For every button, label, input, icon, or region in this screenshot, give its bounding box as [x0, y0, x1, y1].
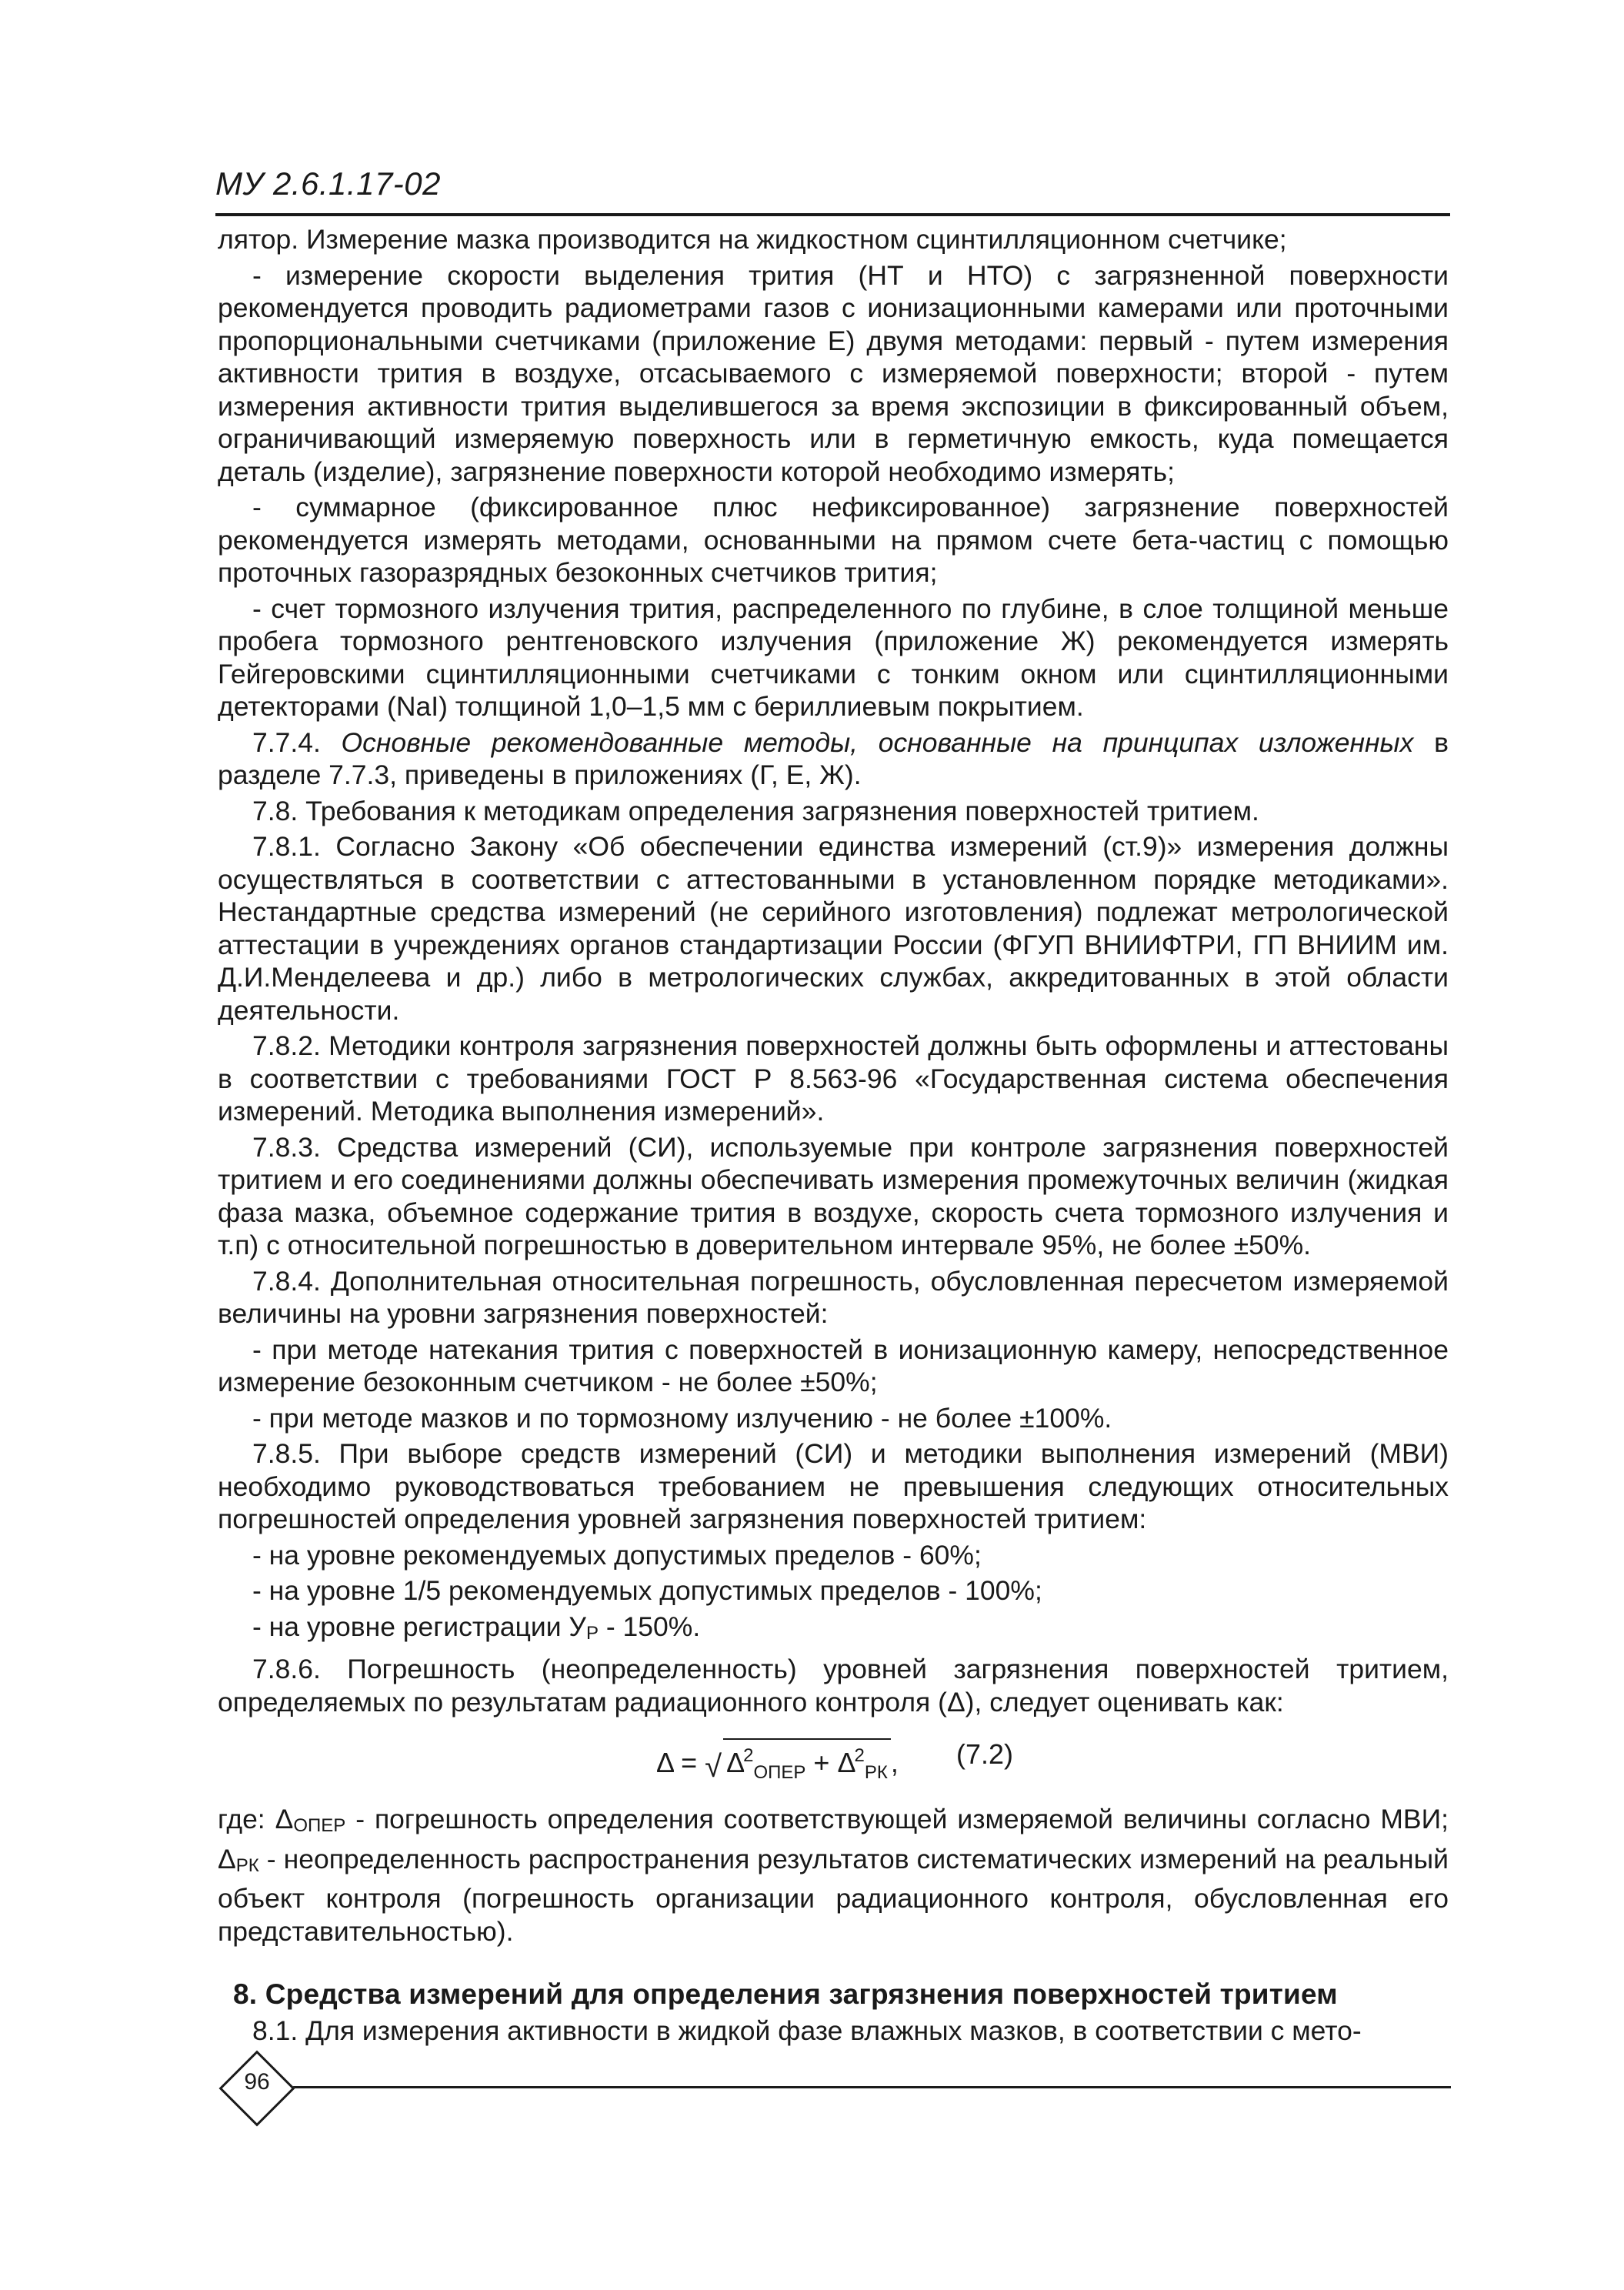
page-header: [215, 165, 1450, 202]
clause-number: 7.7.4.: [252, 726, 321, 758]
header-rule: [215, 213, 1450, 216]
section-8-title: 8. Средства измерений для определения загрязнения поверхностей тритием: [233, 1978, 1338, 2010]
page-number: 96: [244, 2069, 270, 2095]
formula-7-2: [218, 1729, 1449, 1795]
paragraph-7-7-4: [218, 726, 1449, 792]
italic-text: Основные рекомендованные методы, основанные на принципах изложенных: [320, 726, 1414, 758]
paragraph-7-8: 7.8. Требования к методикам определения загрязнения поверхностей тритием.: [252, 795, 1259, 826]
list-item: - на уровне рекомендуемых допустимых пределов - 60%;: [252, 1539, 982, 1571]
list-item: - при методе мазков и по тормозному излучению - не более ±100%.: [252, 1402, 1112, 1434]
paragraph-7-8-5: 7.8.5. При выборе средств измерений (СИ) и методики выполнения измерений (МВИ) необходимо руководствоваться требованием не превышения следующих относительных погрешностей определения уровней загрязнения поверхностей тритием:: [218, 1438, 1449, 1534]
page-footer: [219, 2051, 1454, 2112]
document-code: МУ 2.6.1.17-02: [215, 165, 442, 202]
list-item: - при методе натекания трития с поверхностей в ионизационную камеру, непосредственное измерение безоконным счетчиком - не более ±50%;: [218, 1334, 1449, 1397]
paragraph-7-8-2: 7.8.2. Методики контроля загрязнения поверхностей должны быть оформлены и аттестованы в соответствии с требованиями ГОСТ Р 8.563-96 «Государственная система обеспечения измерений. Методика выполнения измерений».: [218, 1030, 1449, 1127]
paragraph-7-8-6: 7.8.6. Погрешность (неопределенность) уровней загрязнения поверхностей тритием, определяемых по результатам радиационного контроля (Δ), следует оценивать как:: [218, 1654, 1449, 1718]
paragraph-8-1: 8.1. Для измерения активности в жидкой фазе влажных мазков, в соответствии с мето-: [252, 2015, 1362, 2046]
paragraph-7-8-4: 7.8.4. Дополнительная относительная погрешность, обусловленная пересчетом измеряемой величины на уровни загрязнения поверхностей:: [218, 1265, 1449, 1329]
body-text: [218, 223, 1449, 2050]
formula-explanation: где: ΔОПЕР - погрешность определения соответствующей измеряемой величины согласно МВИ; ΔРК - неопределенность распространения результатов систематических измерений на реальный объект контроля (погрешность организации радиационного контроля, обусловленная его представительностью).: [218, 1804, 1449, 1947]
paragraph: лятор. Измерение мазка производится на жидкостном сцинтилляционном счетчике;: [218, 224, 1287, 255]
paragraph: - суммарное (фиксированное плюс нефиксированное) загрязнение поверхностей рекомендуется измерять методами, основанными на прямом счете бета-частиц с помощью проточных газоразрядных безоконных счетчиков трития;: [218, 492, 1449, 588]
radical-sign: √: [705, 1750, 722, 1784]
clause-text: в разделе 7.7.3, приведены в приложениях (Г, Е, Ж).: [218, 726, 1449, 790]
list-item-registration: - на уровне регистрации УР - 150%.: [252, 1611, 701, 1644]
paragraph: - измерение скорости выделения трития (НТ и НТО) с загрязненной поверхности рекомендуется проводить радиометрами газов с ионизационными камерами или проточными пропорциональными счетчиками (приложение Е) двумя методами: первый - путем измерения активности трития в воздухе, отсасываемого с измеряемой поверхности; второй - путем измерения активности трития выделившегося за время экспозиции в фиксированный объем, ограничивающий измеряемую поверхность или в герметичную емкость, куда помещается деталь (изделие), загрязнение поверхности которой необходимо измерять;: [218, 259, 1449, 487]
paragraph: - счет тормозного излучения трития, распределенного по глубине, в слое толщиной меньше пробега тормозного рентгеновского излучения (приложение Ж) рекомендуется измерять Гейгеровскими сцинтилляционными счетчиками с тонким окном или сцинтилляционными детекторами (NaI) толщиной 1,0–1,5 мм с бериллиевым покрытием.: [218, 593, 1449, 722]
footer-rule: [293, 2086, 1451, 2088]
formula-number: (7.2): [956, 1738, 1014, 1770]
list-item: - на уровне 1/5 рекомендуемых допустимых пределов - 100%;: [252, 1575, 1042, 1606]
paragraph-7-8-3: 7.8.3. Средства измерений (СИ), используемые при контроле загрязнения поверхностей тритием и его соединениями должны обеспечивать измерения промежуточных величин (жидкая фаза мазка, объемное содержание трития в воздухе, скорость счета тормозного излучения и т.п) с относительной погрешностью в доверительном интервале 95%, не более ±50%.: [218, 1131, 1449, 1260]
formula-expression: Δ = √ $\Delta^2_{ОПЕР} + \Delta^2_{РК}$ ,: [656, 1738, 899, 1790]
paragraph-7-8-1: 7.8.1. Согласно Закону «Об обеспечении единства измерений (ст.9)» измерения должны осуществляться в соответствии с аттестованными в установленном порядке методиками». Нестандартные средства измерений (не серийного изготовления) подлежат метрологической аттестации в учреждениях органов стандартизации России (ФГУП ВНИИФТРИ, ГП ВНИИМ им. Д.И.Менделеева и др.) либо в метрологических службах, аккредитованных в этой области деятельности.: [218, 831, 1449, 1026]
radicand: $\Delta^2_{ОПЕР} + \Delta^2_{РК}$: [723, 1738, 891, 1790]
